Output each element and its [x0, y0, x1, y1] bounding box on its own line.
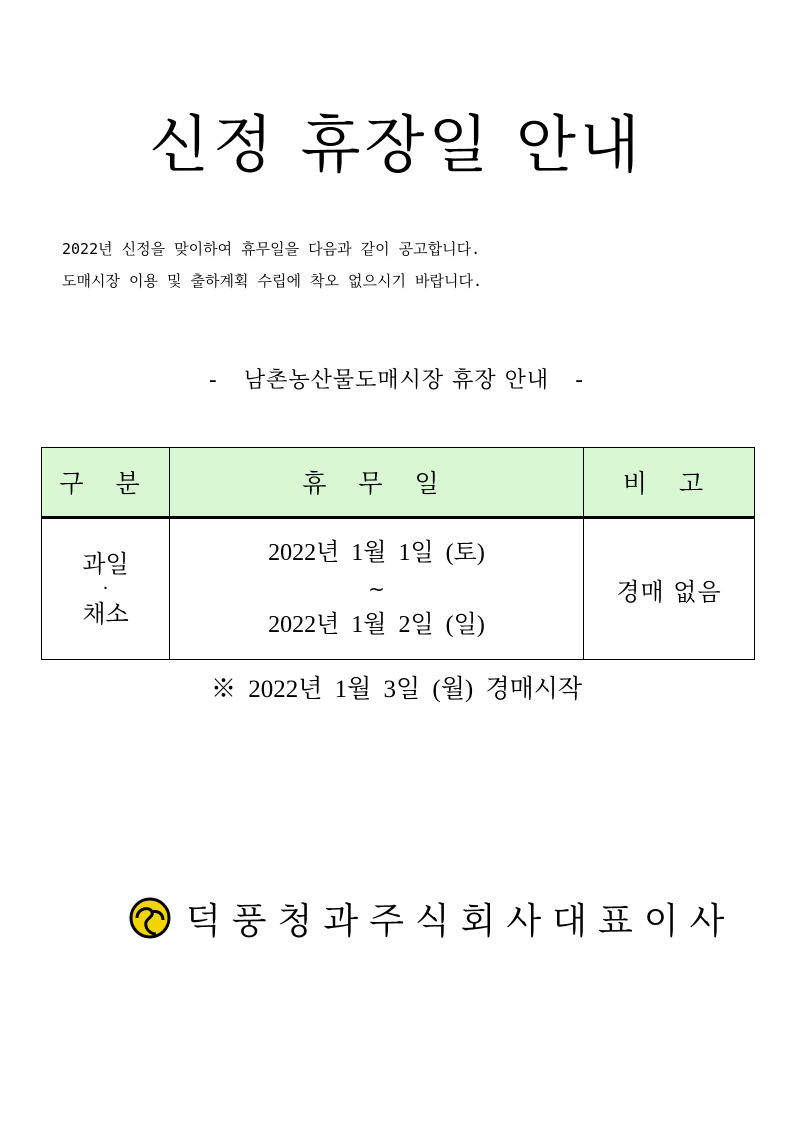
subtitle-dash-right: - — [575, 368, 585, 393]
holiday-table — [41, 447, 755, 660]
subtitle-dash-left: - — [208, 368, 218, 393]
header-remark: 비 고 — [584, 448, 755, 518]
page-title: 신정 휴장일 안내 — [149, 108, 644, 181]
signature-text: 덕풍청과주식회사대표이사 — [186, 900, 736, 942]
intro-line-2: 도매시장 이용 및 출하계획 수립에 착오 없으시기 바랍니다. — [62, 272, 483, 290]
category-fruit: 과일 — [82, 550, 129, 578]
remark-cell: 경매 없음 — [584, 518, 755, 660]
header-category: 구 분 — [42, 448, 170, 518]
signature-block — [128, 890, 735, 946]
category-vegetable: 채소 — [82, 600, 129, 628]
header-holiday: 휴 무 일 — [170, 448, 584, 518]
holiday-cell — [170, 518, 584, 660]
subtitle-text: 남촌농산물도매시장 휴장 안내 — [243, 368, 550, 393]
intro-text — [62, 233, 482, 297]
category-separator-dot: · — [102, 578, 109, 599]
intro-line-1: 2022년 신정을 맞이하여 휴무일을 다음과 같이 공고합니다. — [62, 240, 481, 258]
holiday-start-date: 2022년 1월 1일 (토) — [268, 540, 485, 566]
table-row — [42, 518, 755, 660]
auction-resume-note: ※ 2022년 1월 3일 (월) 경매시작 — [210, 676, 583, 703]
holiday-end-date: 2022년 1월 2일 (일) — [268, 612, 485, 638]
holiday-date-separator: ~ — [368, 577, 385, 601]
category-cell — [42, 518, 170, 660]
company-logo-icon — [128, 896, 172, 940]
table-header-row — [42, 448, 755, 518]
market-subtitle — [0, 364, 793, 398]
